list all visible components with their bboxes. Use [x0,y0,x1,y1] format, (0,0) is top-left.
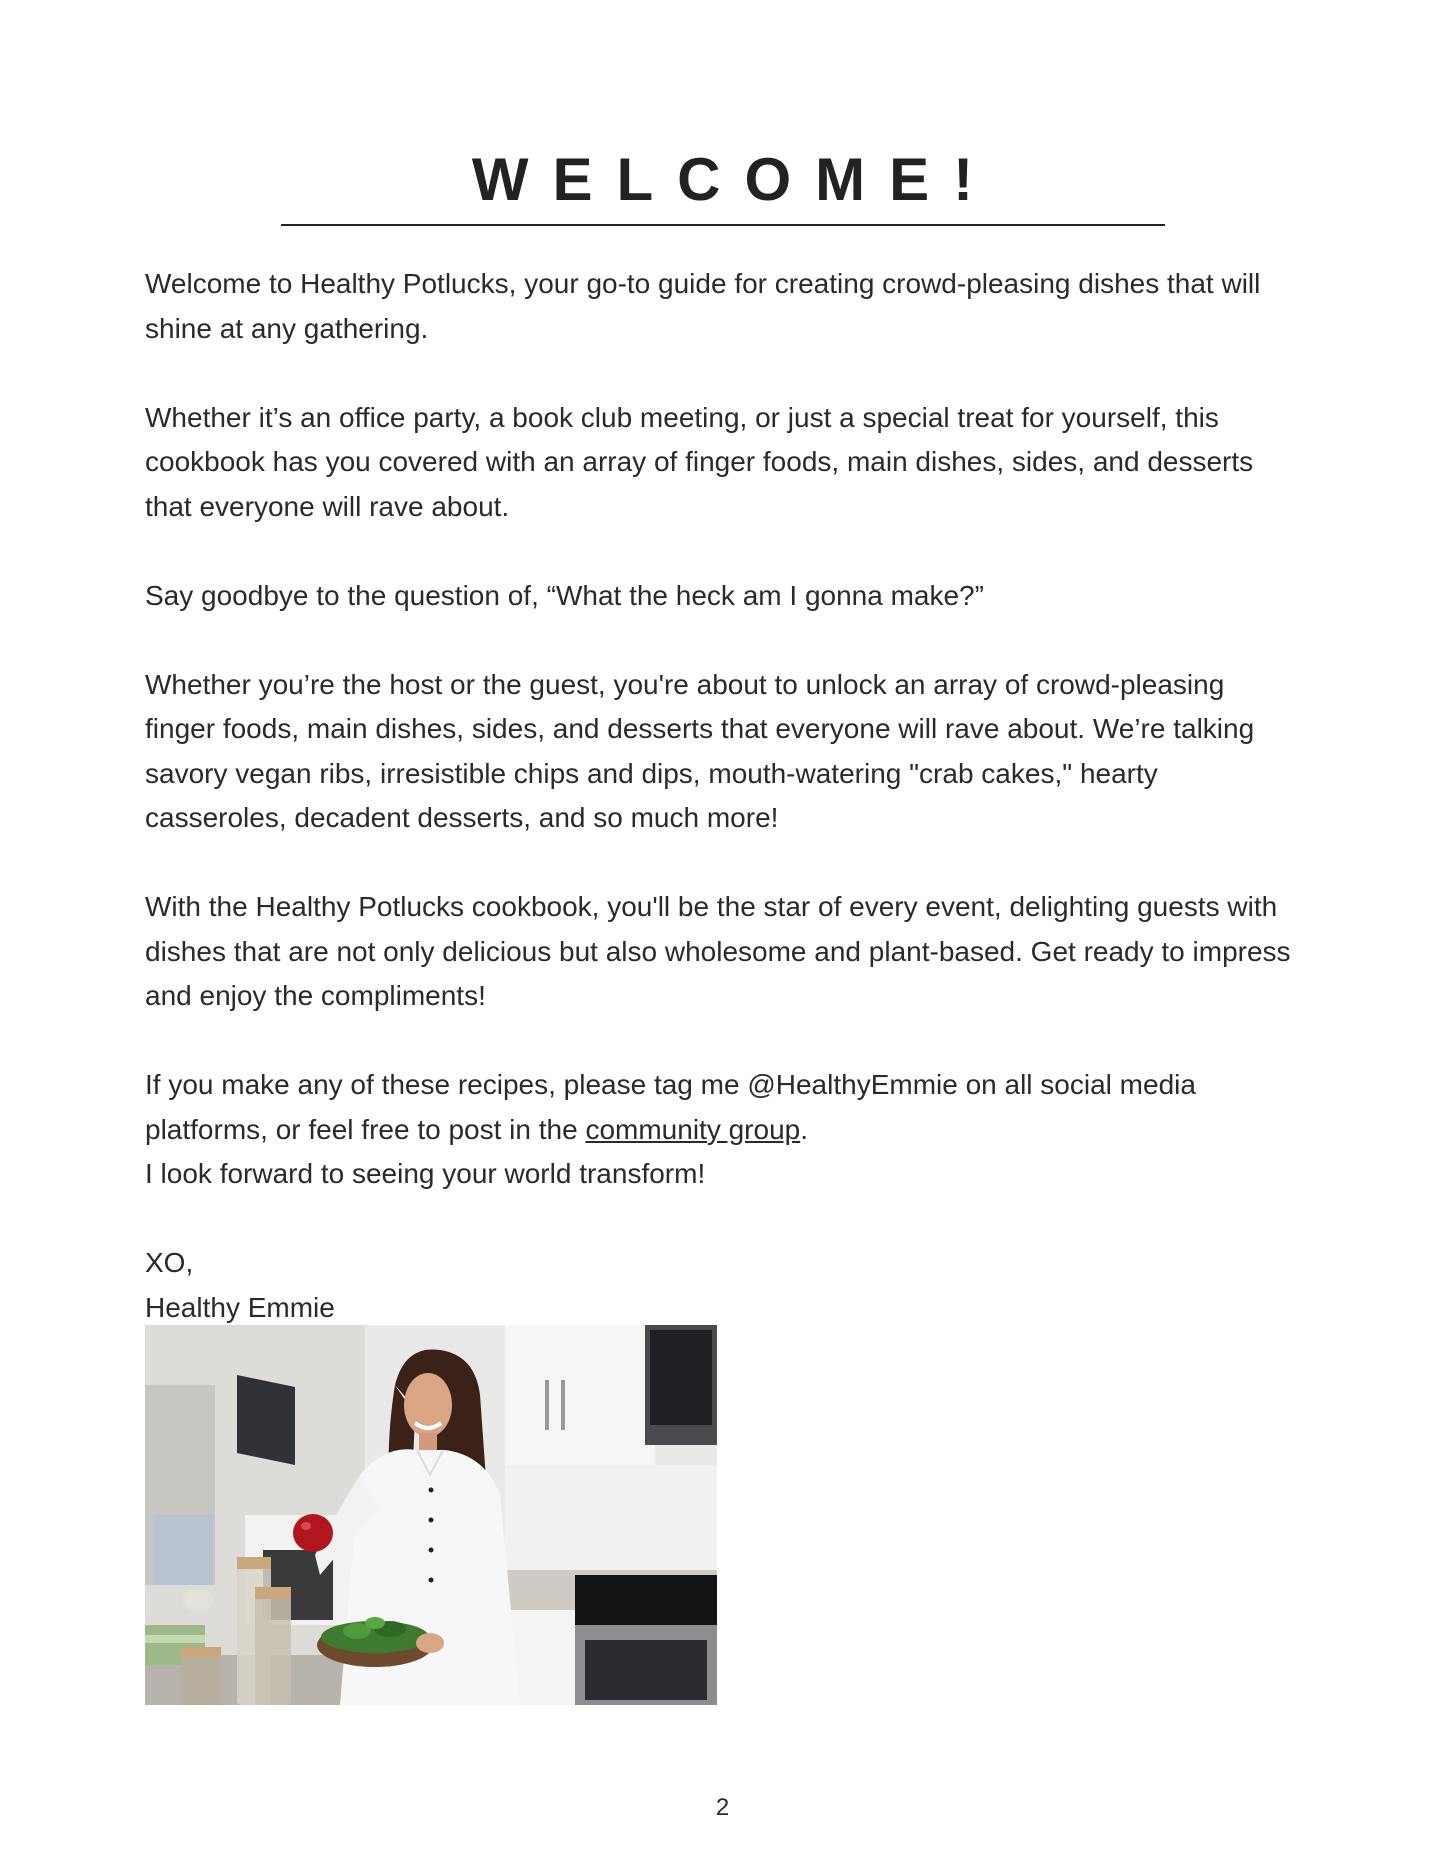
paragraph-occasions: Whether it’s an office party, a book club meeting, or just a special treat for yourself, this cookbook has you covered with an array of finger foods, main dishes, sides, and desserts that everyone will rave about. [145,401,1254,522]
welcome-body [145,262,1295,1330]
paragraph-intro: Welcome to Healthy Potlucks, your go-to guide for creating crowd-pleasing dishes that will shine at any gathering. [145,268,1261,344]
paragraph-star: With the Healthy Potlucks cookbook, you'll be the star of every event, delighting guests with dishes that are not only delicious but also wholesome and plant-based. Get ready to impress and enjoy the compliments! [145,891,1291,1011]
page-number: 2 [715,1794,730,1821]
paragraph-social [145,1063,1295,1197]
signoff [145,1241,1295,1330]
author-photo [145,1325,717,1705]
paragraph-dishes: Whether you’re the host or the guest, you're about to unlock an array of crowd-pleasing finger foods, main dishes, sides, and desserts that everyone will rave about. We’re talking savory vegan ribs, irresistible chips and dips, mouth-watering "crab cakes," hearty casseroles, decadent desserts, and so much more! [145,668,1255,833]
signoff-name: Healthy Emmie [145,1291,335,1323]
social-text-end: . [800,1113,808,1145]
page-title: WELCOME! [471,146,998,213]
transform-line: I look forward to seeing your world transform! [145,1158,706,1189]
community-group-link[interactable]: community group [585,1113,801,1145]
signoff-closing: XO, [145,1247,194,1278]
title-underline [281,224,1165,226]
social-text: If you make any of these recipes, please tag me @HealthyEmmie on all social media platforms, or feel free to post in the [145,1069,1196,1145]
paragraph-question: Say goodbye to the question of, “What the heck am I gonna make?” [145,579,984,611]
